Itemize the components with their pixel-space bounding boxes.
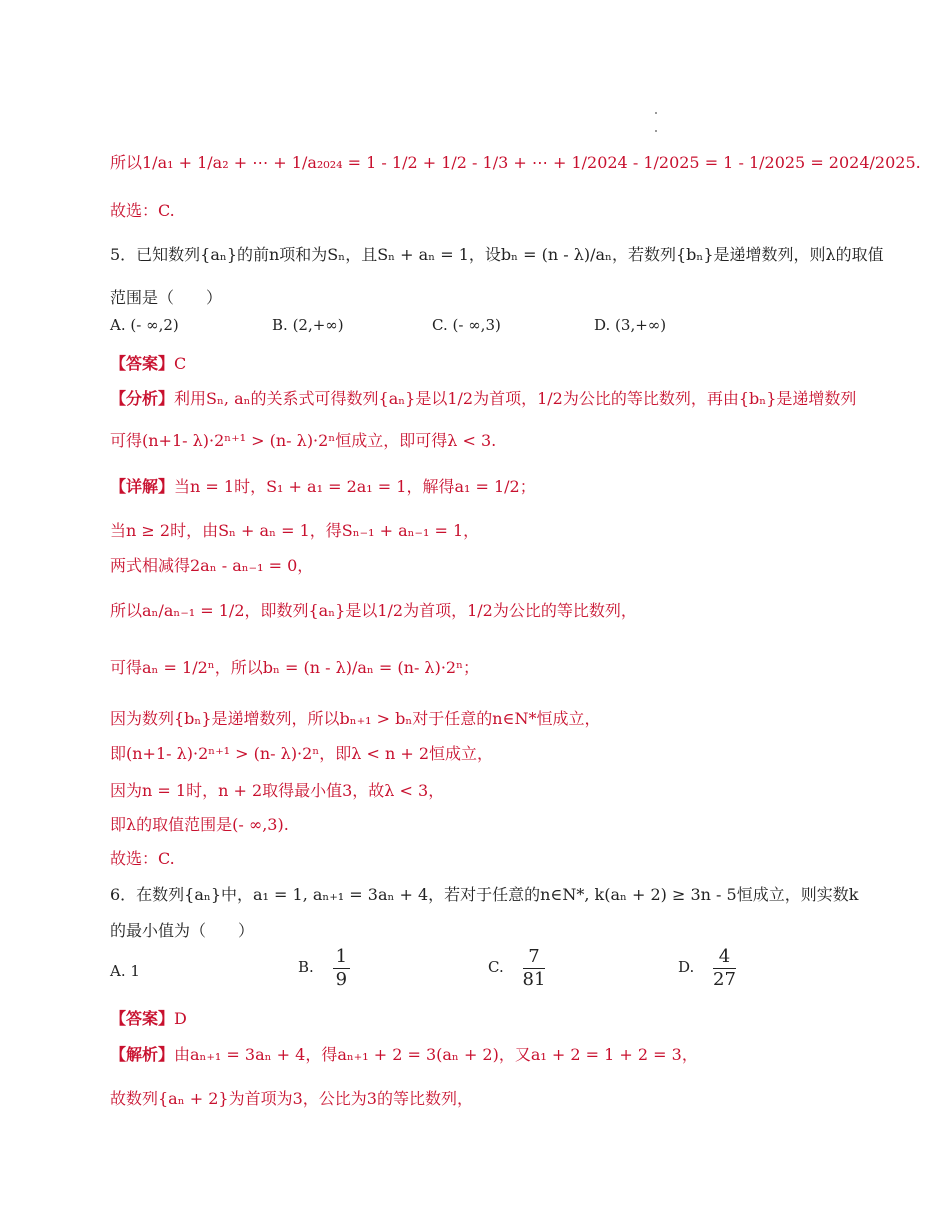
answer-value: C	[174, 354, 187, 373]
stray-dot	[655, 112, 657, 114]
q5-stem-line1: 5．已知数列{aₙ}的前n项和为Sₙ，且Sₙ + aₙ = 1，设bₙ = (n - λ)/aₙ，若数列{bₙ}是递增数列，则λ的取值	[110, 245, 884, 264]
q5-analysis-line2: 可得(n+1- λ)·2ⁿ⁺¹ > (n- λ)·2ⁿ恒成立，即可得λ < 3.	[110, 431, 497, 450]
q5-detail-line2: 当n ≥ 2时，由Sₙ + aₙ = 1，得Sₙ₋₁ + aₙ₋₁ = 1，	[110, 521, 480, 540]
q5-detail-line1: 【详解】当n = 1时，S₁ + a₁ = 2a₁ = 1，解得a₁ = 1/2；	[110, 477, 536, 496]
q5-detail-line6: 因为数列{bₙ}是递增数列，所以bₙ₊₁ > bₙ对于任意的n∈N*恒成立，	[110, 709, 601, 728]
answer-value: D	[174, 1009, 187, 1028]
q5-detail-line9: 即λ的取值范围是(- ∞,3).	[110, 815, 289, 834]
q5-stem-line2: 范围是（ ）	[110, 288, 223, 307]
sum-result-line: 所以1/a₁ + 1/a₂ + ⋯ + 1/a₂₀₂₄ = 1 - 1/2 + 1/2 - 1/3 + ⋯ + 1/2024 - 1/2025 = 1 - 1/2025 = 2024/2025.	[110, 153, 921, 172]
q5-option-c: C. (- ∞,3)	[432, 316, 501, 334]
choice-line-q5: 故选：C.	[110, 849, 175, 868]
q6-option-c: C. $\frac{7}{81}$	[488, 946, 546, 990]
q5-detail-line5: 可得aₙ = 1/2ⁿ，所以bₙ = (n - λ)/aₙ = (n- λ)·2ⁿ；	[110, 658, 480, 677]
q6-solution-line1: 【解析】由aₙ₊₁ = 3aₙ + 4，得aₙ₊₁ + 2 = 3(aₙ + 2)，又a₁ + 2 = 1 + 2 = 3，	[110, 1045, 698, 1064]
q6-solution-line2: 故数列{aₙ + 2}为首项为3，公比为3的等比数列，	[110, 1089, 473, 1108]
q6-option-d: D. $\frac{4}{27}$	[678, 946, 736, 990]
choice-line-q4: 故选：C.	[110, 201, 175, 220]
q5-option-a: A. (- ∞,2)	[110, 316, 179, 334]
q5-answer-line	[110, 351, 860, 377]
q5-analysis-line1: 【分析】利用Sₙ, aₙ的关系式可得数列{aₙ}是以1/2为首项，1/2为公比的等比数列，再由{bₙ}是递增数列	[110, 389, 857, 408]
q5-detail-line3: 两式相减得2aₙ - aₙ₋₁ = 0，	[110, 556, 314, 575]
q6-option-b: B. $\frac{1}{9}$	[298, 946, 350, 990]
q6-stem-line1: 6．在数列{aₙ}中，a₁ = 1, aₙ₊₁ = 3aₙ + 4，若对于任意的n∈N*, k(aₙ + 2) ≥ 3n - 5恒成立，则实数k	[110, 885, 859, 904]
q6-option-a: A. 1	[110, 962, 140, 980]
q5-detail-line4: 所以aₙ/aₙ₋₁ = 1/2，即数列{aₙ}是以1/2为首项，1/2为公比的等比数列，	[110, 601, 637, 620]
detail-tag: 【详解】	[110, 477, 175, 496]
q5-detail-line7: 即(n+1- λ)·2ⁿ⁺¹ > (n- λ)·2ⁿ，即λ < n + 2恒成立，	[110, 744, 494, 763]
q5-detail-line8: 因为n = 1时，n + 2取得最小值3，故λ < 3，	[110, 781, 445, 800]
q6-stem-line2: 的最小值为（ ）	[110, 921, 255, 940]
q6-answer-line	[110, 1006, 860, 1032]
q5-option-b: B. (2,+∞)	[272, 316, 344, 334]
stray-dot	[655, 130, 657, 132]
solution-tag: 【解析】	[110, 1045, 175, 1064]
answer-tag: 【答案】	[110, 1009, 175, 1028]
q5-option-d: D. (3,+∞)	[594, 316, 667, 334]
answer-tag: 【答案】	[110, 354, 175, 373]
analysis-tag: 【分析】	[110, 389, 175, 408]
